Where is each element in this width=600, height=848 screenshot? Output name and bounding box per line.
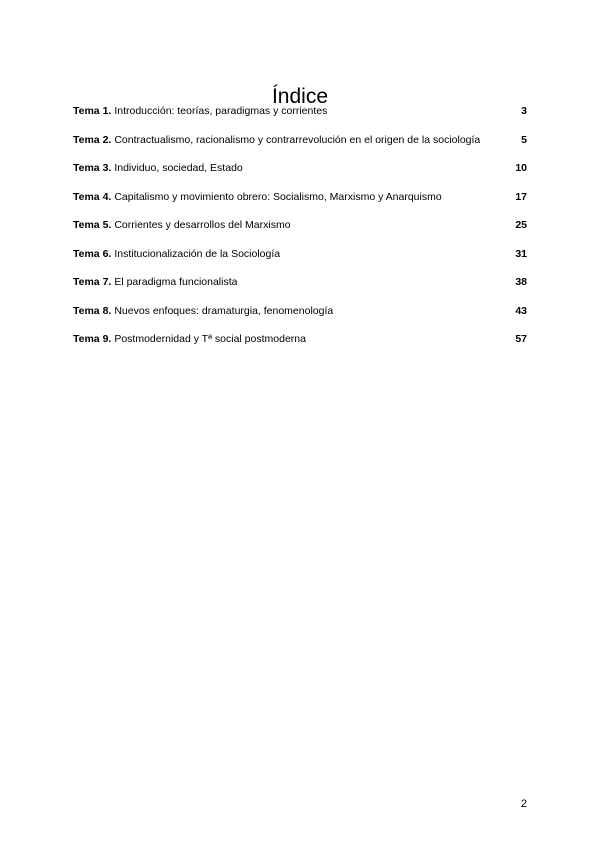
toc-entry-label [73, 217, 291, 233]
toc-entry-page: 31 [515, 247, 527, 260]
toc-entry-label [73, 246, 280, 262]
toc-entry-6[interactable] [73, 246, 527, 275]
toc-entry-number: Tema 5. [73, 219, 112, 231]
toc-entry-page: 10 [515, 162, 527, 174]
toc-entry-title: Institucionalización de la Sociología [114, 247, 281, 260]
toc-entry-7[interactable] [73, 274, 527, 303]
toc-entry-number: Tema 4. [73, 190, 112, 203]
toc-entry-number: Tema 7. [73, 276, 112, 288]
toc-entry-2[interactable] [73, 132, 527, 161]
toc-entry-label [73, 274, 237, 290]
toc-entry-title: Capitalismo y movimiento obrero: Socialismo, Marxismo y Anarquismo [114, 190, 442, 203]
toc-entry-number: Tema 2. [73, 133, 112, 146]
toc-entry-page: 3 [521, 105, 527, 117]
toc-entry-title: Nuevos enfoques: dramaturgia, fenomenología [114, 304, 334, 317]
toc-entry-title: Individuo, sociedad, Estado [114, 162, 243, 174]
toc-entry-9[interactable] [73, 331, 527, 360]
toc-entry-label [73, 303, 333, 319]
toc-entry-label [73, 103, 327, 119]
toc-entry-3[interactable] [73, 160, 527, 189]
toc-entry-number: Tema 9. [73, 333, 112, 345]
toc-entry-title: El paradigma funcionalista [114, 276, 238, 288]
toc-entry-page: 43 [515, 304, 527, 317]
toc-entry-4[interactable] [73, 189, 527, 218]
toc-entry-label [73, 189, 442, 205]
toc-entry-title: Introducción: teorías, paradigmas y corrientes [114, 105, 328, 117]
toc-entry-number: Tema 8. [73, 304, 112, 317]
toc-entry-number: Tema 6. [73, 247, 112, 260]
toc-entry-title: Corrientes y desarrollos del Marxismo [114, 219, 291, 231]
toc-entry-5[interactable] [73, 217, 527, 246]
table-of-contents [73, 103, 527, 360]
toc-entry-page: 38 [515, 276, 527, 288]
toc-entry-number: Tema 3. [73, 162, 112, 174]
toc-entry-page: 5 [521, 133, 527, 146]
toc-entry-number: Tema 1. [73, 105, 112, 117]
toc-entry-title: Contractualismo, racionalismo y contrarrevolución en el origen de la sociología [114, 133, 481, 146]
page-number: 2 [520, 798, 527, 810]
toc-entry-page: 57 [515, 333, 527, 345]
toc-entry-label [73, 331, 306, 347]
toc-entry-1[interactable] [73, 103, 527, 132]
toc-entry-label [73, 160, 243, 176]
index-title: Índice [271, 85, 329, 109]
toc-entry-page: 25 [515, 219, 527, 231]
toc-entry-page: 17 [515, 190, 527, 203]
toc-entry-8[interactable] [73, 303, 527, 332]
toc-entry-label [73, 132, 480, 148]
toc-entry-title: Postmodernidad y Tª social postmoderna [114, 333, 306, 345]
